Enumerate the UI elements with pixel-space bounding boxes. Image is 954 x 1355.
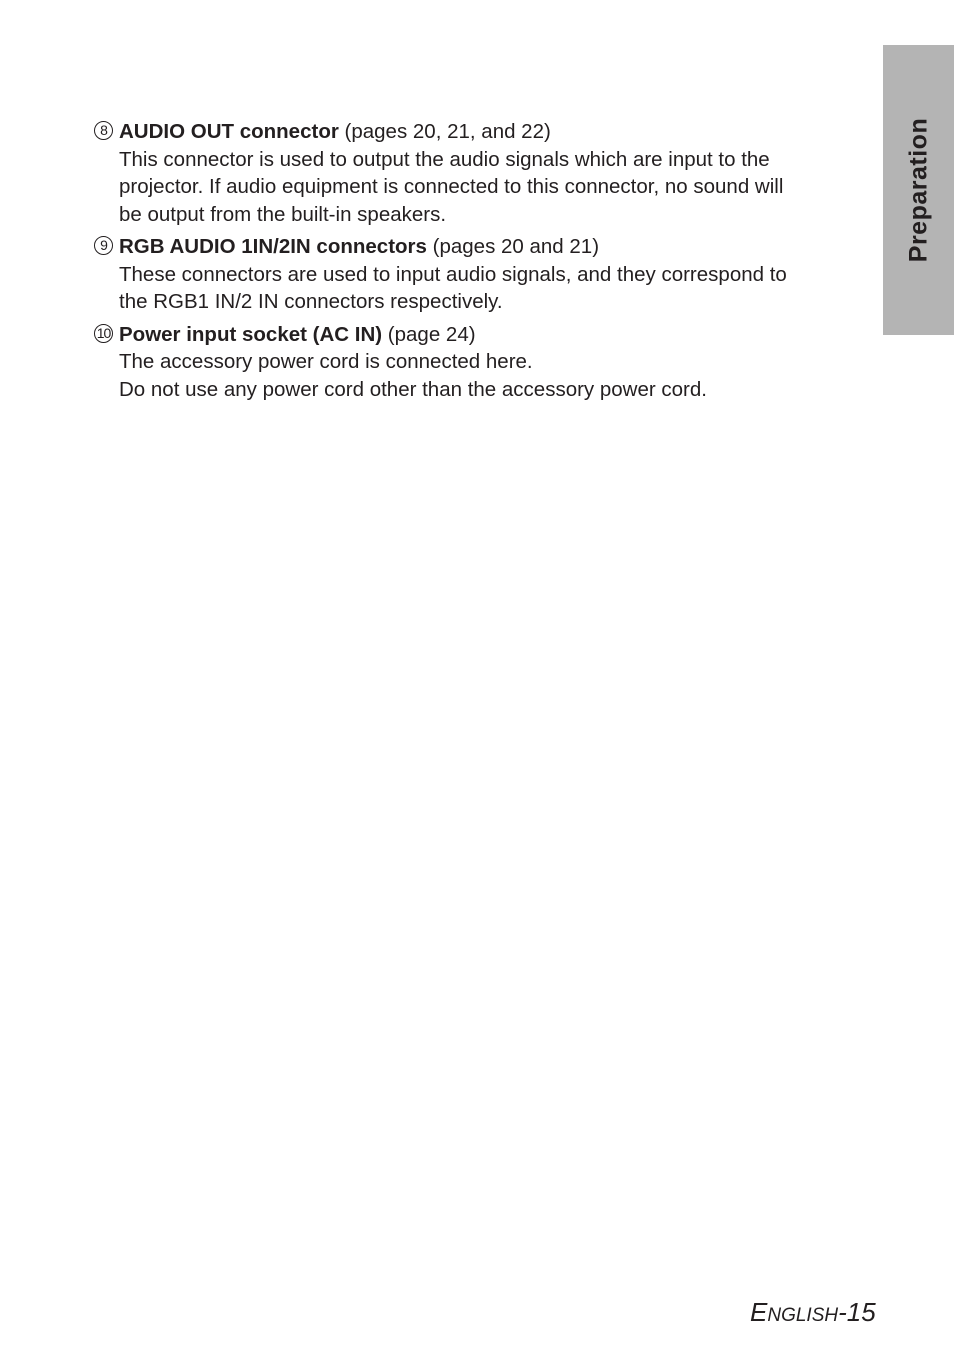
item-description-line: These connectors are used to input audio signals, and they correspond to bbox=[119, 262, 787, 286]
item-number-8: 8 bbox=[94, 121, 113, 140]
list-item bbox=[93, 233, 868, 316]
item-number-10: 10 bbox=[94, 324, 113, 343]
item-description-line: Do not use any power cord other than the accessory power cord. bbox=[119, 377, 707, 401]
footer-lang-rest: NGLISH bbox=[767, 1305, 839, 1326]
item-title: RGB AUDIO 1IN/2IN connectors bbox=[119, 235, 427, 258]
item-description-line: The accessory power cord is connected here. bbox=[119, 350, 533, 373]
item-page-reference: (pages 20, 21, and 22) bbox=[338, 120, 551, 143]
item-page-reference: (pages 20 and 21) bbox=[426, 235, 600, 258]
item-description-line: This connector is used to output the audio signals which are input to the bbox=[119, 147, 770, 171]
item-page-reference: (page 24) bbox=[382, 322, 476, 346]
footer-page-suffix: -15 bbox=[838, 1297, 876, 1327]
footer-lang-initial: E bbox=[750, 1297, 768, 1327]
connector-descriptions bbox=[93, 118, 868, 408]
item-heading bbox=[119, 233, 868, 261]
item-description-line: the RGB1 IN/2 IN connectors respectively. bbox=[119, 290, 503, 313]
item-title: AUDIO OUT connector bbox=[119, 120, 339, 143]
item-description-line: be output from the built-in speakers. bbox=[119, 202, 447, 226]
section-tab bbox=[883, 45, 954, 335]
list-item bbox=[93, 118, 868, 228]
item-heading bbox=[119, 118, 868, 146]
item-number-9: 9 bbox=[94, 236, 113, 255]
page-number bbox=[750, 1297, 876, 1328]
item-title: Power input socket (AC IN) bbox=[119, 322, 383, 346]
item-heading bbox=[119, 321, 868, 349]
section-tab-label: Preparation bbox=[904, 117, 932, 263]
item-description-line: projector. If audio equipment is connected to this connector, no sound will bbox=[119, 175, 784, 198]
list-item bbox=[93, 321, 868, 404]
